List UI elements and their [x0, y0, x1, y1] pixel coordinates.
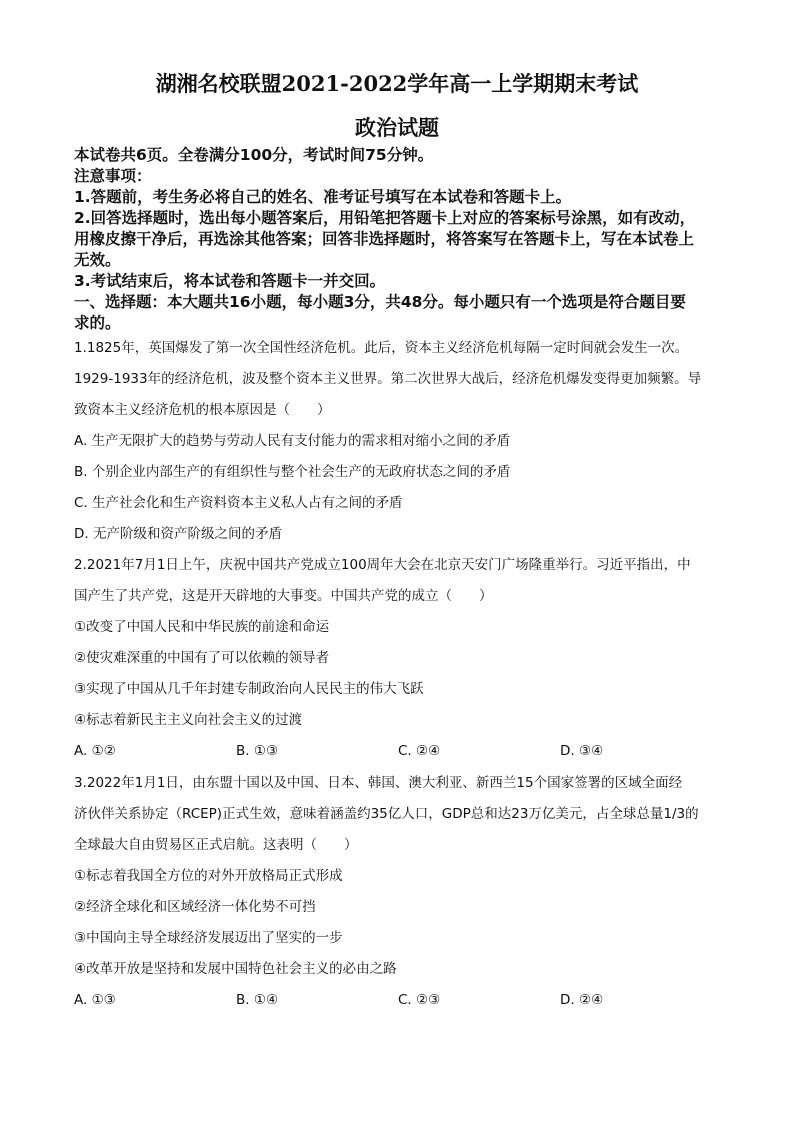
- option-a: A. 生产无限扩大的趋势与劳动人民有支付能力的需求相对缩小之间的矛盾: [74, 433, 511, 449]
- statement-2: ②经济全球化和区域经济一体化势不可挡: [74, 899, 316, 915]
- notice-item-2-line-2: 用橡皮擦干净后，再选涂其他答案；回答非选择题时，将答案写在答题卡上，写在本试卷上: [74, 230, 695, 248]
- choice-a: A. ①③: [74, 992, 116, 1008]
- question-stem-line: 济伙伴关系协定（RCEP)正式生效，意味着涵盖约35亿人口，GDP总和达23万亿美元，占全球总量1/3的: [74, 806, 699, 822]
- choice-a: A. ①②: [74, 743, 116, 759]
- choice-d: D. ②④: [560, 992, 604, 1008]
- statement-1: ①改变了中国人民和中华民族的前途和命运: [74, 619, 330, 635]
- option-d: D. 无产阶级和资产阶级之间的矛盾: [74, 526, 282, 542]
- question-stem-line: 3.2022年1月1日，由东盟十国以及中国、日本、韩国、澳大利亚、新西兰15个国家签署的区域全面经: [74, 775, 683, 791]
- exam-info: 本试卷共6页。全卷满分100分，考试时间75分钟。: [74, 146, 434, 164]
- question-stem-line: 1.1825年，英国爆发了第一次全国性经济危机。此后，资本主义经济危机每隔一定时间就会发生一次。: [74, 340, 689, 356]
- statement-2: ②使灾难深重的中国有了可以依赖的领导者: [74, 650, 330, 666]
- answer-choices: [74, 736, 724, 767]
- option-c: C. 生产社会化和生产资料资本主义私人占有之间的矛盾: [74, 495, 403, 511]
- choice-c: C. ②④: [398, 743, 441, 759]
- question-stem-line: 致资本主义经济危机的根本原因是（ ）: [74, 402, 331, 418]
- section-heading-line-2: 求的。: [74, 314, 121, 332]
- question-3: [74, 768, 724, 1016]
- exam-title: 湖湘名校联盟2021-2022学年高一上学期期末考试: [155, 71, 639, 96]
- instructions-block: [74, 145, 724, 334]
- choice-c: C. ②③: [398, 992, 441, 1008]
- choice-d: D. ③④: [560, 743, 604, 759]
- question-1: [74, 333, 724, 550]
- notice-heading: 注意事项：: [74, 167, 152, 185]
- question-stem-line: 1929-1933年的经济危机，波及整个资本主义世界。第二次世界大战后，经济危机爆发变得更加频繁。导: [74, 371, 702, 387]
- question-stem-line: 全球最大自由贸易区正式启航。这表明（ ）: [74, 837, 358, 853]
- answer-choices: [74, 985, 724, 1016]
- statement-3: ③中国向主导全球经济发展迈出了坚实的一步: [74, 930, 343, 946]
- option-b: B. 个别企业内部生产的有组织性与整个社会生产的无政府状态之间的矛盾: [74, 464, 511, 480]
- statement-3: ③实现了中国从几千年封建专制政治向人民民主的伟大飞跃: [74, 681, 424, 697]
- statement-1: ①标志着我国全方位的对外开放格局正式形成: [74, 868, 343, 884]
- question-stem-line: 2.2021年7月1日上午，庆祝中国共产党成立100周年大会在北京天安门广场隆重举行。习近平指出，中: [74, 557, 691, 573]
- notice-item-1: 1.答题前，考生务必将自己的姓名、准考证号填写在本试卷和答题卡上。: [74, 188, 572, 206]
- question-2: [74, 550, 724, 767]
- notice-item-2-line-3: 无效。: [74, 251, 121, 269]
- statement-4: ④改革开放是坚持和发展中国特色社会主义的必由之路: [74, 961, 397, 977]
- section-heading-line-1: 一、选择题：本大题共16小题，每小题3分，共48分。每小题只有一个选项是符合题目要: [74, 293, 686, 311]
- subject-title: 政治试题: [355, 115, 439, 140]
- choice-b: B. ①④: [236, 992, 279, 1008]
- notice-item-2-line-1: 2.回答选择题时，选出每小题答案后，用铅笔把答题卡上对应的答案标号涂黑，如有改动，: [74, 209, 696, 227]
- statement-4: ④标志着新民主主义向社会主义的过渡: [74, 712, 303, 728]
- question-stem-line: 国产生了共产党，这是开天辟地的大事变。中国共产党的成立（ ）: [74, 588, 493, 604]
- notice-item-3: 3.考试结束后，将本试卷和答题卡一并交回。: [74, 272, 386, 290]
- choice-b: B. ①③: [236, 743, 279, 759]
